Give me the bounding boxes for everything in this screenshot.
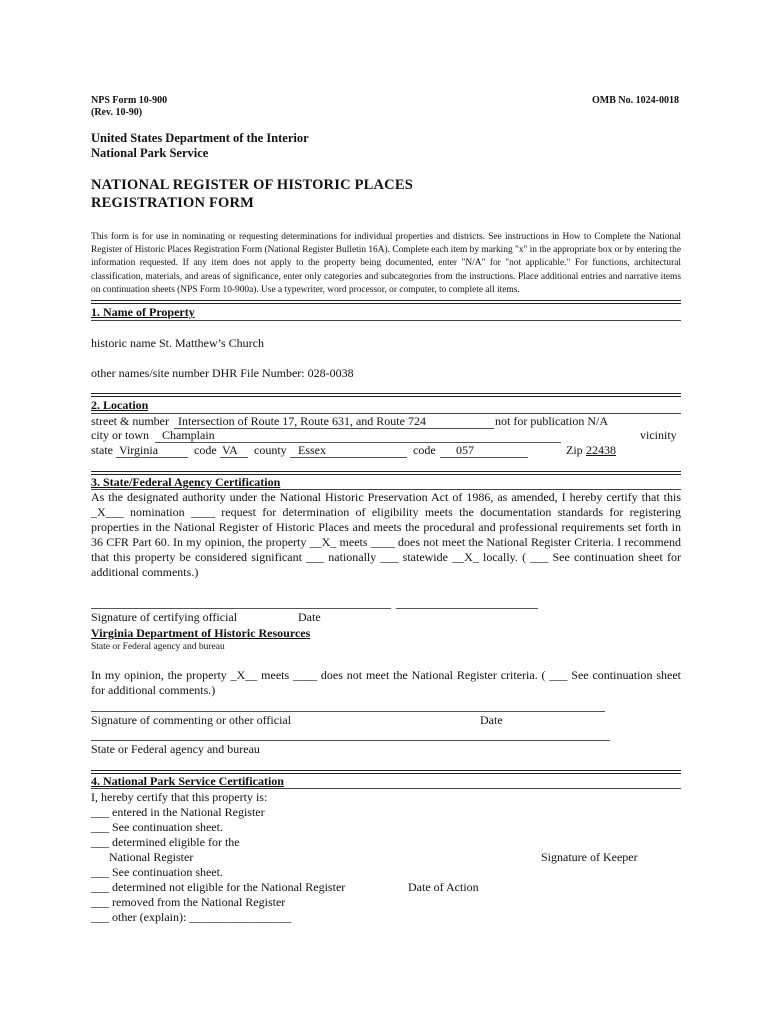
county-value: Essex (298, 443, 326, 457)
certifying-date-line[interactable] (396, 608, 538, 609)
not-for-publication (495, 414, 608, 429)
county-code-line (440, 457, 528, 458)
omb-number: OMB No. 1024-0018 (592, 95, 679, 106)
nps-item-not-eligible: ___ determined not eligible for the National Register (91, 880, 346, 894)
certifying-date-label: Date (298, 610, 321, 624)
historic-name-value: St. Matthew’s Church (158, 336, 264, 350)
form-revision: (Rev. 10-90) (91, 107, 143, 118)
city-value: Champlain (162, 428, 215, 442)
county-code-label: code (413, 443, 436, 457)
street-label: street & number (91, 414, 169, 428)
department: United States Department of the Interior (91, 131, 309, 145)
agency-bureau-line[interactable] (91, 740, 610, 741)
historic-name-label: historic name (91, 336, 156, 350)
section-divider (91, 471, 681, 472)
other-names-label: other names/site number (91, 366, 209, 380)
nps-item-continuation-2: ___ See continuation sheet. (91, 865, 223, 879)
section3-heading: 3. State/Federal Agency Certification (91, 475, 281, 489)
state-value: Virginia (119, 443, 159, 457)
nps-item-national-register: National Register (109, 850, 194, 864)
service: National Park Service (91, 146, 209, 160)
state-line (116, 457, 188, 458)
section1-heading: 1. Name of Property (91, 305, 195, 319)
vicinity-label: vicinity (640, 428, 677, 442)
instructions-paragraph: This form is for use in nominating or requesting determinations for individual properties and districts. See instructions in How to Complete the National Register of Historic Places Registration Form (National Register Bulletin 16A). Complete each item by marking "x" in the appropriate box or by entering the information requested. If any item does not apply to the property being documented, enter "N/A" for "not applicable." For functions, architectural classification, materials, and areas of significance, enter only categories and subcategories from the instructions. Place additional entries and narrative items on continuation sheets (NPS Form 10-900a). Use a typewriter, word processor, or computer, to complete all items. (91, 232, 681, 295)
nps-intro: I, hereby certify that this property is: (91, 790, 268, 804)
certifying-signature-line[interactable] (91, 608, 391, 609)
state-label: state (91, 443, 113, 457)
nps-item-other: ___ other (explain): _________________ (91, 910, 292, 924)
agency-bureau-caption: State or Federal agency and bureau (91, 642, 225, 652)
street-line (174, 428, 494, 429)
state-code-value: VA (222, 443, 238, 457)
not-for-publication-value: N/A (587, 414, 608, 428)
form-number: NPS Form 10-900 (91, 95, 168, 106)
zip-value: 22438 (586, 443, 616, 457)
commenting-signature-label: Signature of commenting or other official (91, 713, 292, 727)
opinion-paragraph: In my opinion, the property _X__ meets ____ does not meet the National Register criteria. ( ___ See continuation sheet for additional comments.) (91, 668, 681, 697)
historic-name-row (91, 336, 264, 351)
keeper-signature-label: Signature of Keeper (541, 850, 638, 864)
state-code-line (220, 457, 248, 458)
form-title-line1: NATIONAL REGISTER OF HISTORIC PLACES (91, 177, 413, 193)
commenting-signature-line[interactable] (91, 711, 605, 712)
nps-item-continuation-1: ___ See continuation sheet. (91, 820, 223, 834)
county-label: county (254, 443, 287, 457)
other-names-value: DHR File Number: 028-0038 (211, 366, 354, 380)
other-names-row (91, 366, 354, 381)
section-underline (91, 788, 681, 789)
section-underline (91, 320, 681, 321)
section-divider (91, 770, 681, 771)
section2-heading: 2. Location (91, 398, 149, 412)
not-for-publication-label: not for publication (495, 414, 585, 428)
zip-label: Zip (566, 443, 583, 457)
county-code-value: 057 (456, 443, 474, 457)
nps-item-removed: ___ removed from the National Register (91, 895, 286, 909)
certification-paragraph: As the designated authority under the National Historic Preservation Act of 1986, as amended, I hereby certify that this _X___ nomination ____ request for determination of eligibility meets the documentation standards for registering properties in the National Register of Historic Places and meets the procedural and professional requirements set forth in 36 CFR Part 60. In my opinion, the property __X_ meets ____ does not meet the National Register Criteria. I recommend that this property be considered significant ___ nationally ___ statewide __X_ locally. ( ___ See continuation sheet for additional comments.) (91, 490, 681, 579)
section-divider (91, 300, 681, 301)
agency-bureau-label: State or Federal agency and bureau (91, 742, 260, 756)
county-line (290, 457, 407, 458)
state-code-label: code (194, 443, 217, 457)
city-label: city or town (91, 428, 149, 442)
date-of-action-label: Date of Action (408, 880, 479, 894)
nps-item-entered: ___ entered in the National Register (91, 805, 265, 819)
commenting-date-label: Date (480, 713, 503, 727)
form-title-line2: REGISTRATION FORM (91, 195, 255, 211)
section4-heading: 4. National Park Service Certification (91, 774, 284, 788)
nps-item-determined-eligible: ___ determined eligible for the (91, 835, 240, 849)
street-value: Intersection of Route 17, Route 631, and Route 724 (178, 414, 426, 428)
certifying-agency: Virginia Department of Historic Resources (91, 626, 311, 640)
section-divider (91, 393, 681, 394)
certifying-signature-label: Signature of certifying official (91, 610, 238, 624)
